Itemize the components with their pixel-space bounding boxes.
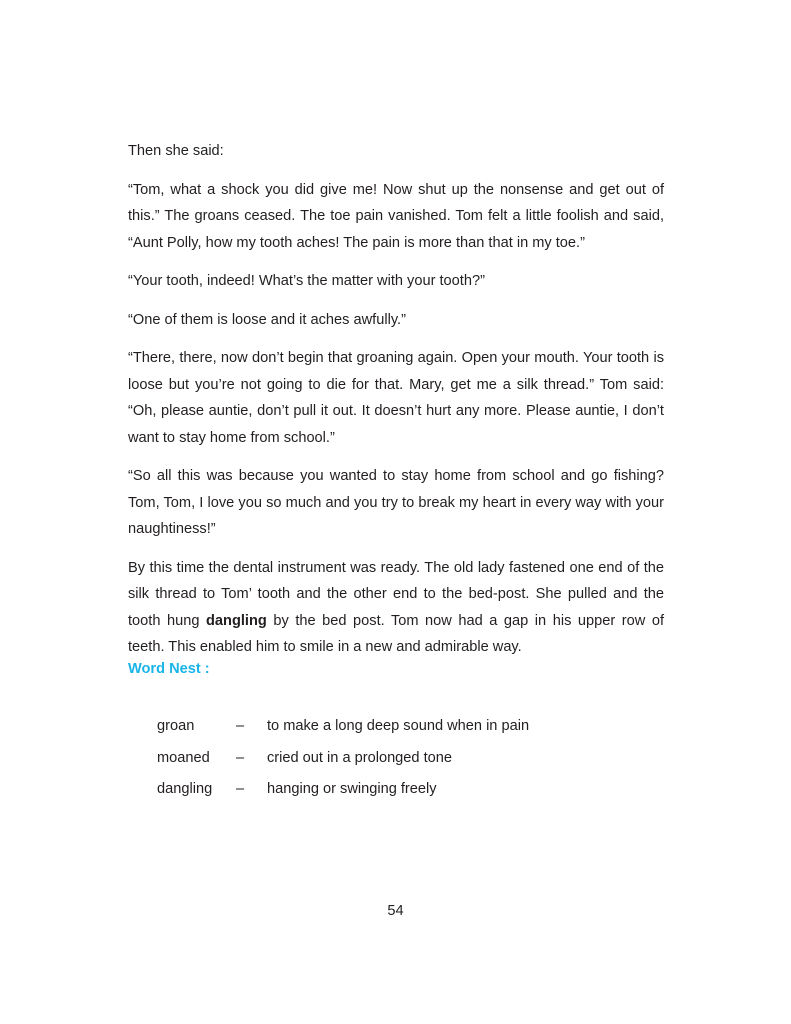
glossary-definition: to make a long deep sound when in pain (267, 718, 530, 734)
glossary-dash: – (236, 781, 245, 797)
glossary-row (157, 747, 529, 779)
paragraph-intro: Then she said: (128, 143, 224, 159)
glossary-dash: – (236, 718, 245, 734)
paragraph-5: “So all this was because you wanted to stay home from school and go fishing? Tom, Tom, I love you so much and you try to break my heart in every way with your naughtiness!” (128, 468, 664, 537)
paragraph-3: “One of them is loose and it aches awfully.” (128, 311, 406, 328)
paragraph-6-start: By this time the dental instrument was ready. The old lady fastened one end of the silk thread to Tom’ tooth and the other end to the bed-post. She pulled and the tooth hung (128, 559, 664, 629)
glossary-dash: – (236, 749, 245, 766)
story-text (128, 138, 664, 673)
bold-word-dangling: dangling (206, 612, 267, 629)
paragraph-6 (128, 555, 664, 661)
glossary-definition: hanging or swinging freely (267, 781, 437, 797)
glossary-term: moaned (157, 749, 210, 766)
word-nest-list (157, 715, 529, 810)
glossary-term: dangling (157, 781, 213, 797)
paragraph-2: “Your tooth, indeed! What’s the matter with your tooth?” (128, 273, 485, 289)
glossary-definition: cried out in a prolonged tone (267, 749, 452, 766)
page-number: 54 (387, 903, 404, 919)
glossary-row (157, 778, 529, 810)
glossary-term: groan (157, 718, 195, 734)
glossary-row (157, 715, 529, 747)
paragraph-6-end: by the bed post. Tom now had a gap in his upper row of teeth. This enabled him to smile in a new and admirable way. (128, 612, 664, 655)
paragraph-1: “Tom, what a shock you did give me! Now shut up the nonsense and get out of this.” The groans ceased. The toe pain vanished. Tom felt a little foolish and said, “Aunt Polly, how my tooth aches! The pain is more than that in my toe.” (128, 181, 664, 251)
word-nest-heading: Word Nest : (128, 661, 210, 677)
paragraph-4: “There, there, now don’t begin that groaning again. Open your mouth. Your tooth is loose but you’re not going to die for that. Mary, get me a silk thread.” Tom said: “Oh, please auntie, don’t pull it out. It doesn’t hurt any more. Please auntie, I don’t want to stay home from school.” (128, 350, 664, 446)
